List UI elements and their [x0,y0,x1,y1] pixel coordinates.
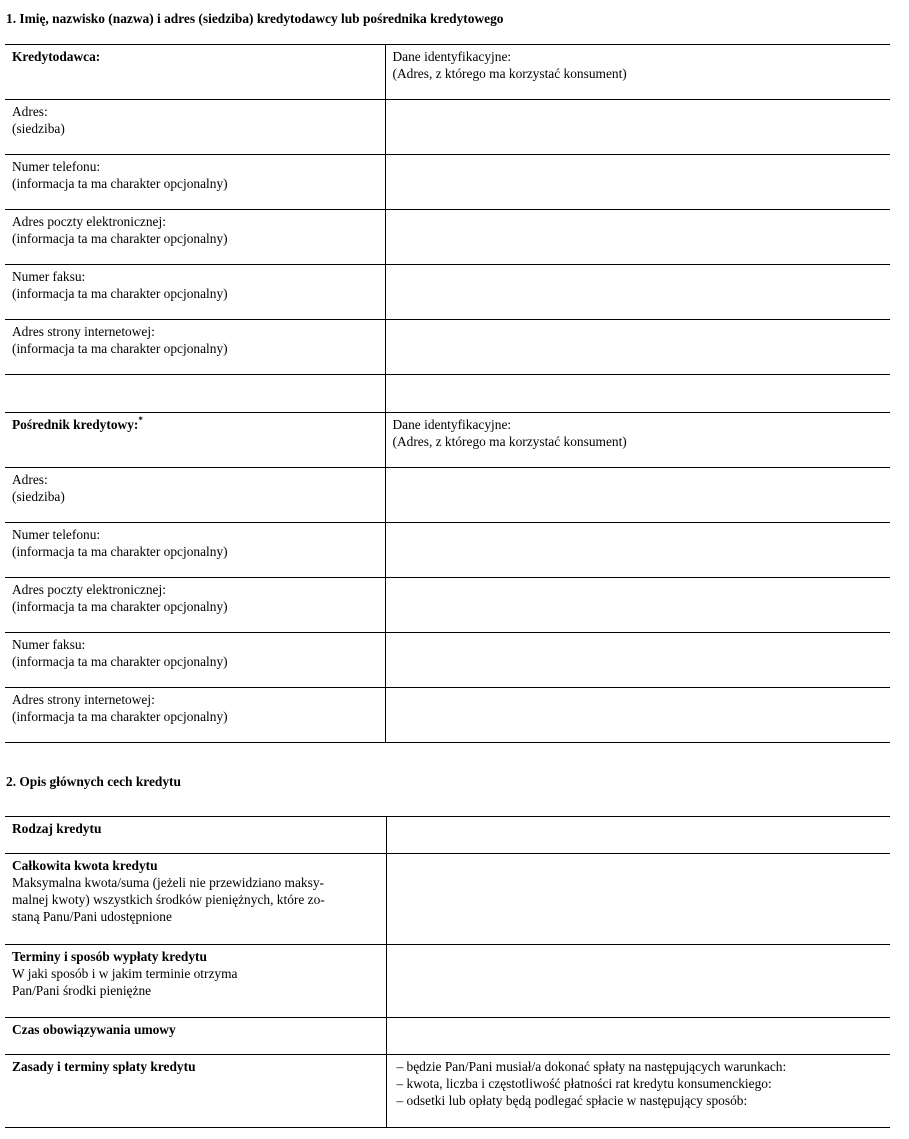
total-amount-desc: staną Panu/Pani udostępnione [12,909,172,924]
total-amount-label [5,854,386,945]
lender-id-label: Dane identyfikacyjne: [392,49,512,64]
repayment-item: – będzie Pan/Pani musiał/a dokonać spłaty na następujących warunkach: [396,1059,787,1074]
lender-phone-value[interactable] [385,155,890,210]
row-label [5,210,385,265]
footnote-mark: * [138,415,143,425]
section-2-title: 2. Opis głównych cech kredytu [6,774,181,789]
lender-email-value[interactable] [385,210,890,265]
intermediary-fax-value[interactable] [385,633,890,688]
row-label-main: Adres strony internetowej: [12,324,155,339]
intermediary-address-row [5,468,890,523]
lender-intermediary-table [5,44,890,743]
lender-id-note: (Adres, z którego ma korzystać konsument) [392,66,627,81]
row-label-main: Numer faksu: [12,637,86,652]
row-label-main: Adres poczty elektronicznej: [12,582,166,597]
credit-type-label: Rodzaj kredytu [5,817,386,854]
lender-website-value[interactable] [385,320,890,375]
row-label-note: (informacja ta ma charakter opcjonalny) [12,599,228,614]
payout-value[interactable] [386,945,890,1018]
row-label-note: (informacja ta ma charakter opcjonalny) [12,231,228,246]
spacer-cell [385,375,890,413]
intermediary-address-value[interactable] [385,468,890,523]
row-label-note: (informacja ta ma charakter opcjonalny) [12,709,228,724]
row-label-main: Numer faksu: [12,269,86,284]
intermediary-email-value[interactable] [385,578,890,633]
lender-address-value[interactable] [385,100,890,155]
intermediary-phone-row [5,523,890,578]
repayment-item: – kwota, liczba i częstotliwość płatności rat kredytu konsumenckiego: [396,1076,772,1091]
intermediary-header-row [5,413,890,468]
row-label-note: (informacja ta ma charakter opcjonalny) [12,286,228,301]
row-label-note: (informacja ta ma charakter opcjonalny) [12,544,228,559]
intermediary-header [5,413,385,468]
lender-header-row [5,45,890,100]
duration-label: Czas obowiązywania umowy [5,1018,386,1055]
repayment-item: – odsetki lub opłaty będą podlegać spłacie w następujący sposób: [396,1093,748,1108]
row-label [5,100,385,155]
row-label [5,578,385,633]
credit-type-value[interactable] [386,817,890,854]
payout-label [5,945,386,1018]
row-label [5,320,385,375]
repayment-row [5,1055,890,1128]
row-label [5,155,385,210]
spacer-row [5,375,890,413]
credit-type-row [5,817,890,854]
row-label [5,633,385,688]
intermediary-id-note: (Adres, z którego ma korzystać konsument) [392,434,627,449]
row-label-main: Numer telefonu: [12,159,101,174]
intermediary-website-row [5,688,890,743]
row-label-note: (informacja ta ma charakter opcjonalny) [12,341,228,356]
intermediary-phone-value[interactable] [385,523,890,578]
spacer-cell [5,375,385,413]
total-amount-header: Całkowita kwota kredytu [12,858,158,873]
intermediary-website-value[interactable] [385,688,890,743]
total-amount-desc: Maksymalna kwota/suma (jeżeli nie przewidziano maksy- [12,875,324,890]
lender-address-row [5,100,890,155]
row-label-main: Numer telefonu: [12,527,101,542]
intermediary-email-row [5,578,890,633]
lender-header: Kredytodawca: [5,45,385,100]
row-label [5,265,385,320]
lender-id-cell[interactable] [385,45,890,100]
row-label-note: (informacja ta ma charakter opcjonalny) [12,176,228,191]
payout-row [5,945,890,1018]
row-label-note: (siedziba) [12,121,65,136]
payout-desc: Pan/Pani środki pieniężne [12,983,152,998]
row-label-main: Adres: [12,104,48,119]
row-label-main: Adres: [12,472,48,487]
repayment-label: Zasady i terminy spłaty kredytu [5,1055,386,1128]
row-label-note: (siedziba) [12,489,65,504]
lender-email-row [5,210,890,265]
row-label-note: (informacja ta ma charakter opcjonalny) [12,654,228,669]
row-label [5,688,385,743]
duration-value[interactable] [386,1018,890,1055]
intermediary-id-cell[interactable] [385,413,890,468]
total-amount-desc: malnej kwoty) wszystkich środków pieniężnych, które zo- [12,892,325,907]
row-label-main: Adres strony internetowej: [12,692,155,707]
credit-features-table [5,816,890,1128]
row-label [5,523,385,578]
lender-website-row [5,320,890,375]
repayment-terms[interactable] [386,1055,890,1128]
total-amount-row [5,854,890,945]
lender-fax-value[interactable] [385,265,890,320]
row-label-main: Adres poczty elektronicznej: [12,214,166,229]
intermediary-id-label: Dane identyfikacyjne: [392,417,512,432]
payout-desc: W jaki sposób i w jakim terminie otrzyma [12,966,238,981]
row-label [5,468,385,523]
section-1-title: 1. Imię, nazwisko (nazwa) i adres (siedziba) kredytodawcy lub pośrednika kredytowego [6,11,504,26]
lender-fax-row [5,265,890,320]
total-amount-value[interactable] [386,854,890,945]
payout-header: Terminy i sposób wypłaty kredytu [12,949,207,964]
lender-phone-row [5,155,890,210]
intermediary-header-text: Pośrednik kredytowy: [12,417,139,432]
intermediary-fax-row [5,633,890,688]
duration-row [5,1018,890,1055]
